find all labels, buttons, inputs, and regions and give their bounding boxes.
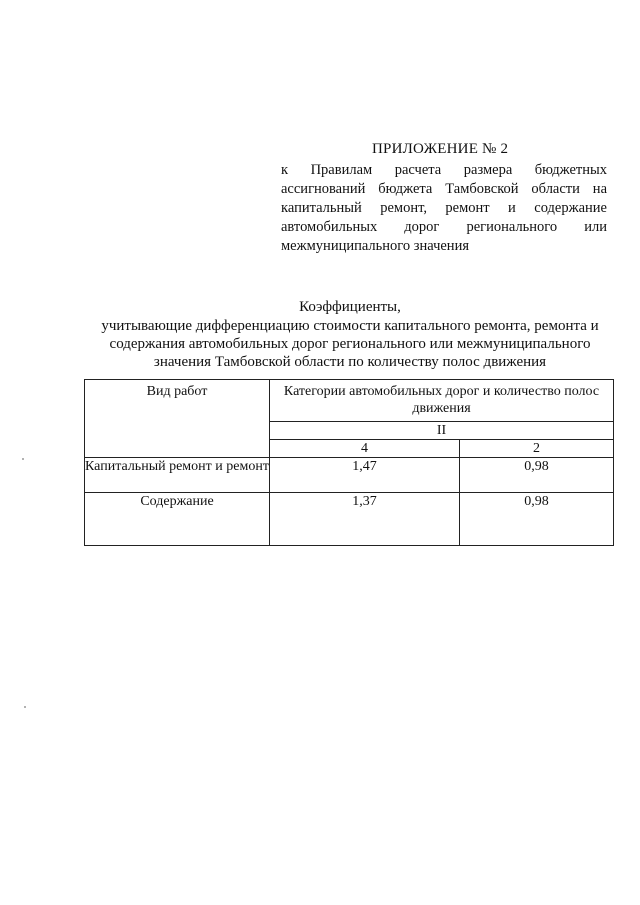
document-title-line-3: содержания автомобильных дорог регионального или межмуниципального [109, 336, 591, 352]
header-work-type: Вид работ [85, 380, 270, 458]
appendix-line-2: ассигнований бюджета Тамбовской области на [281, 181, 607, 197]
table-row [85, 458, 614, 493]
appendix-line-4: автомобильных дорог регионального или [281, 219, 607, 235]
row-value-lanes-4: 1,47 [270, 458, 460, 493]
header-lanes-4: 4 [270, 440, 460, 458]
row-value-lanes-2: 0,98 [460, 493, 614, 546]
appendix-line-5: межмуниципального значения [281, 238, 469, 254]
header-category-II: II [270, 422, 614, 440]
table-row [85, 493, 614, 546]
document-title-line-1: Коэффициенты, [299, 299, 401, 315]
header-lanes-2: 2 [460, 440, 614, 458]
row-value-lanes-2: 0,98 [460, 458, 614, 493]
coefficients-table [84, 379, 614, 546]
appendix-line-1: к Правилам расчета размера бюджетных [281, 162, 607, 178]
scan-speck [22, 458, 24, 460]
document-title-line-4: значения Тамбовской области по количеству полос движения [153, 354, 547, 370]
appendix-line-3: капитальный ремонт, ремонт и содержание [281, 200, 607, 216]
appendix-title: ПРИЛОЖЕНИЕ № 2 [372, 141, 509, 157]
document-title-line-2: учитывающие дифференциацию стоимости капитального ремонта, ремонта и [101, 318, 599, 334]
row-value-lanes-4: 1,37 [270, 493, 460, 546]
header-categories: Категории автомобильных дорог и количество полос движения [270, 380, 614, 422]
scan-speck [24, 706, 26, 708]
row-work-type: Капитальный ремонт и ремонт [85, 458, 270, 493]
row-work-type: Содержание [85, 493, 270, 546]
